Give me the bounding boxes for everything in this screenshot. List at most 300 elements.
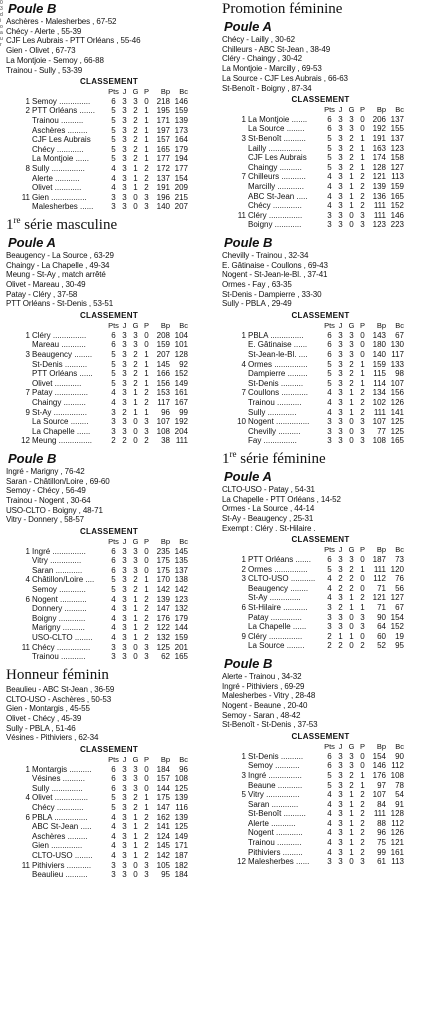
cell-rank: 4 — [25, 575, 30, 585]
standings-row — [18, 861, 188, 871]
cell-points: 3 — [111, 642, 116, 652]
standings-row — [234, 182, 404, 192]
cell-won: 1 — [133, 163, 138, 173]
cell-points-for: 88 — [377, 818, 386, 828]
cell-rank: 11 — [21, 860, 30, 870]
spacer — [6, 212, 212, 216]
cell-points-against: 126 — [390, 828, 404, 838]
cell-points-for: 137 — [156, 173, 170, 183]
cell-lost: 1 — [144, 106, 149, 116]
cell-played: 3 — [338, 181, 343, 191]
poule-block — [222, 469, 419, 655]
cell-points-against: 137 — [174, 565, 188, 575]
column-header — [234, 321, 248, 331]
cell-team-name: PTT Orléans ....... — [248, 554, 311, 564]
cell-team-name: ABC St-Jean ..... — [248, 191, 308, 201]
column-header — [234, 545, 248, 555]
cell-rank — [18, 822, 32, 832]
standings-row — [234, 408, 404, 418]
cell-played: 3 — [338, 378, 343, 388]
match-result: Chécy - Lailly , 30-62 — [222, 35, 295, 44]
cell-points-against: 159 — [174, 106, 188, 116]
cell-lost: 2 — [144, 436, 149, 446]
cell-lost: 2 — [144, 388, 149, 398]
cell-rank: 1 — [241, 114, 246, 124]
standings-header-row — [234, 742, 404, 752]
cell-points: 4 — [111, 173, 116, 183]
cell-points-for: 163 — [372, 143, 386, 153]
standings-row — [234, 800, 404, 810]
cell-points: 4 — [111, 831, 116, 841]
cell-lost: 2 — [360, 388, 365, 398]
cell-points-against: 179 — [174, 613, 188, 623]
cell-played: 3 — [122, 831, 127, 841]
cell-team-name: PTT Orléans ....... — [32, 106, 95, 116]
cell-team-name: Montargis .......... — [32, 764, 92, 774]
cell-lost: 2 — [144, 604, 149, 614]
cell-points-for: 71 — [377, 602, 386, 612]
cell-won: 2 — [349, 770, 354, 780]
cell-played: 3 — [338, 847, 343, 857]
cell-points-against: 141 — [390, 407, 404, 417]
cell-team-name: Semoy ........... — [248, 761, 300, 771]
cell-rank: 1 — [241, 554, 246, 564]
column-header: Pts — [108, 537, 119, 547]
standings-row — [18, 633, 188, 643]
column-header: G — [348, 105, 355, 115]
cell-points-against: 137 — [390, 134, 404, 143]
cell-lost: 1 — [360, 162, 365, 172]
cell-team-name: Patay ............... — [32, 388, 89, 398]
cell-rank: 10 — [237, 417, 246, 427]
column-header: Bc — [395, 321, 404, 331]
cell-points: 4 — [111, 841, 116, 851]
cell-team-name: Sully ............. — [248, 407, 297, 417]
cell-points-for: 192 — [372, 124, 386, 134]
section-title-superscript: re — [13, 214, 21, 225]
cell-points-for: 111 — [373, 809, 386, 819]
column-header: J — [122, 755, 127, 765]
standings-row — [234, 427, 404, 437]
cell-points-against: 117 — [391, 349, 404, 359]
cell-points-for: 95 — [161, 870, 170, 880]
cell-played: 3 — [338, 191, 343, 201]
cell-points: 4 — [111, 594, 116, 604]
cell-points-against: 145 — [174, 546, 188, 556]
cell-points-against: 152 — [174, 369, 188, 379]
cell-lost: 1 — [144, 116, 149, 125]
standings-row — [18, 379, 188, 389]
cell-points: 4 — [327, 583, 332, 593]
column-header — [18, 87, 32, 97]
cell-points-against: 156 — [390, 388, 404, 398]
cell-points-against: 158 — [390, 153, 404, 163]
column-header: Pts — [324, 321, 335, 331]
cell-points-against: 138 — [174, 575, 188, 585]
cell-lost: 1 — [360, 153, 365, 163]
cell-points-for: 207 — [156, 349, 170, 359]
cell-points: 4 — [111, 604, 116, 614]
cell-points-for: 108 — [156, 426, 170, 436]
standings-row — [18, 398, 188, 408]
cell-points-against: 123 — [174, 594, 188, 604]
cell-points-against: 108 — [174, 774, 188, 784]
standings-table — [234, 105, 404, 230]
standings-row — [234, 603, 404, 613]
standings-row — [18, 774, 188, 784]
cell-lost: 2 — [360, 838, 365, 848]
cell-points-against: 107 — [390, 378, 404, 388]
cell-points-against: 209 — [174, 183, 188, 193]
cell-points-against: 142 — [174, 585, 188, 595]
cell-team-name: Chevilly .......... — [248, 426, 301, 436]
cell-rank: 1 — [25, 764, 30, 774]
cell-rank — [18, 427, 32, 437]
column-header: Bp — [376, 742, 386, 752]
cell-played: 3 — [338, 124, 343, 134]
cell-points-against: 146 — [174, 96, 188, 106]
match-result: St-Benoît - Boigny , 87-34 — [222, 83, 312, 93]
cell-won: 2 — [133, 349, 138, 359]
section-title-superscript: re — [229, 448, 237, 459]
cell-points-for: 121 — [372, 172, 386, 182]
section-title — [222, 448, 419, 468]
cell-points-against: 90 — [395, 751, 404, 761]
match-result: St-Denis - Dampierre , 33-30 — [222, 289, 322, 299]
column-header: J — [122, 87, 127, 97]
cell-won: 1 — [133, 183, 138, 193]
cell-played: 3 — [338, 780, 343, 790]
cell-points: 4 — [111, 623, 116, 633]
cell-lost: 2 — [144, 183, 149, 193]
cell-points-for: 111 — [373, 201, 386, 211]
cell-played: 3 — [122, 860, 127, 870]
standings-row — [18, 193, 188, 203]
cell-points-against: 207 — [174, 202, 188, 212]
standings-header-row — [18, 755, 188, 765]
standings-row — [18, 331, 188, 341]
cell-points: 4 — [111, 183, 116, 193]
cell-rank — [18, 369, 32, 379]
cell-rank — [234, 192, 248, 202]
cell-points-for: 175 — [156, 793, 170, 803]
cell-points: 6 — [111, 764, 116, 774]
cell-points-for: 157 — [156, 774, 170, 784]
classement-heading: CLASSEMENT — [79, 311, 139, 321]
classement-heading: CLASSEMENT — [79, 745, 139, 755]
cell-rank — [18, 803, 32, 813]
standings-row — [18, 765, 188, 775]
cell-points-for: 75 — [377, 838, 386, 848]
cell-played: 3 — [122, 783, 127, 793]
cell-points-against: 126 — [390, 397, 404, 407]
cell-points-against: 127 — [390, 593, 404, 603]
column-header — [18, 755, 32, 765]
cell-points-for: 174 — [372, 153, 386, 163]
cell-lost: 1 — [144, 125, 149, 135]
section-title-main: 1 — [222, 450, 230, 467]
cell-played: 3 — [122, 154, 127, 164]
cell-lost: 3 — [360, 220, 365, 230]
standings-row — [234, 350, 404, 360]
cell-won: 0 — [349, 426, 354, 436]
spacer — [222, 446, 419, 450]
cell-points-against: 120 — [390, 564, 404, 574]
cell-won: 2 — [349, 134, 354, 143]
cell-team-name: Ormes ............... — [248, 359, 308, 369]
cell-won: 0 — [133, 870, 138, 880]
cell-rank: 1 — [25, 546, 30, 556]
cell-points: 3 — [111, 870, 116, 880]
cell-points-against: 154 — [390, 612, 404, 622]
column-header: J — [338, 545, 343, 555]
standings-row — [18, 340, 188, 350]
match-result: Sully - PBLA , 51-46 — [6, 723, 76, 733]
cell-won: 1 — [349, 201, 354, 211]
cell-lost: 1 — [144, 407, 149, 417]
cell-points-against: 113 — [391, 857, 404, 867]
column-header — [248, 742, 324, 752]
column-header: Bp — [160, 321, 170, 331]
cell-won: 0 — [349, 210, 354, 220]
cell-points: 5 — [111, 793, 116, 803]
cell-team-name: Beaugency ........ — [32, 349, 93, 359]
standings-row — [234, 584, 404, 594]
cell-played: 3 — [122, 116, 127, 125]
cell-lost: 0 — [360, 349, 365, 359]
cell-points-against: 125 — [390, 417, 404, 427]
cell-points-for: 134 — [372, 388, 386, 398]
match-result: Patay - Cléry , 37-58 — [6, 289, 78, 299]
cell-rank: 2 — [25, 106, 30, 116]
cell-played: 3 — [122, 585, 127, 595]
cell-played: 3 — [122, 546, 127, 556]
cell-lost: 1 — [144, 154, 149, 164]
cell-points: 3 — [111, 417, 116, 427]
cell-points-against: 159 — [390, 181, 404, 191]
standings-row — [18, 547, 188, 557]
cell-team-name: Chilleurs ........... — [248, 172, 306, 182]
cell-points-for: 197 — [156, 125, 170, 135]
cell-team-name: Donnery .......... — [32, 604, 87, 614]
cell-points: 6 — [327, 761, 332, 771]
cell-rank: 3 — [25, 349, 30, 359]
cell-rank — [234, 613, 248, 623]
cell-points-against: 76 — [395, 574, 404, 584]
standings-row — [18, 388, 188, 398]
column-header: Pts — [324, 742, 335, 752]
cell-points-against: 98 — [395, 369, 404, 379]
cell-points-for: 180 — [372, 340, 386, 350]
cell-won: 1 — [349, 631, 354, 641]
cell-points: 5 — [327, 143, 332, 153]
column-header: Bp — [376, 105, 386, 115]
cell-points: 5 — [327, 162, 332, 172]
cell-points-for: 172 — [156, 163, 170, 173]
cell-points-for: 107 — [372, 417, 386, 427]
left-column — [6, 0, 212, 884]
cell-points-for: 159 — [156, 340, 170, 350]
cell-team-name: PTT Orléans ...... — [32, 369, 93, 379]
standings-row — [234, 613, 404, 623]
cell-played: 3 — [338, 622, 343, 632]
cell-played: 3 — [338, 564, 343, 574]
cell-lost: 3 — [144, 192, 149, 202]
cell-won: 1 — [349, 172, 354, 182]
cell-won: 2 — [349, 780, 354, 790]
cell-won: 0 — [349, 417, 354, 427]
cell-played: 3 — [338, 369, 343, 379]
cell-team-name: Marcilly ............ — [248, 181, 305, 191]
cell-points-against: 165 — [390, 436, 404, 446]
standings-row — [234, 771, 404, 781]
standings-row — [18, 870, 188, 880]
cell-points-for: 61 — [377, 857, 386, 867]
section-title — [6, 667, 212, 684]
cell-lost: 1 — [360, 369, 365, 379]
cell-points: 3 — [327, 417, 332, 427]
cell-team-name: La Chapelle ...... — [248, 622, 307, 632]
cell-won: 1 — [349, 847, 354, 857]
cell-points: 5 — [111, 135, 116, 145]
column-header: G — [348, 321, 355, 331]
cell-rank: 12 — [237, 857, 246, 867]
cell-lost: 2 — [144, 841, 149, 851]
cell-points-against: 182 — [174, 860, 188, 870]
cell-points-for: 171 — [156, 116, 170, 125]
cell-won: 1 — [133, 633, 138, 643]
cell-rank — [234, 781, 248, 791]
cell-points: 5 — [111, 378, 116, 388]
cell-team-name: Ormes ............... — [248, 564, 308, 574]
cell-played: 3 — [122, 812, 127, 822]
match-result: Chevilly - Trainou , 32-34 — [222, 250, 309, 260]
cell-rank: 6 — [241, 602, 246, 612]
cell-team-name: Alerte ........... — [248, 818, 296, 828]
cell-team-name: Beaugency ........ — [248, 583, 309, 593]
spacer — [222, 651, 419, 655]
column-header: Bc — [179, 537, 188, 547]
cell-team-name: Boigny ............ — [32, 613, 86, 623]
cell-points-against: 164 — [174, 135, 188, 145]
cell-points-for: 108 — [372, 436, 386, 446]
cell-points-for: 156 — [156, 378, 170, 388]
cell-points: 5 — [327, 369, 332, 379]
cell-points: 2 — [111, 436, 116, 446]
cell-played: 3 — [338, 838, 343, 848]
cell-team-name: La Montjoie ....... — [248, 114, 308, 124]
cell-played: 3 — [338, 201, 343, 211]
section-title-main: Promotion féminine — [222, 1, 343, 17]
column-header: J — [122, 321, 127, 331]
cell-lost: 1 — [360, 378, 365, 388]
match-result: St-Benoît - St-Denis , 37-53 — [222, 720, 318, 730]
standings-row — [234, 857, 404, 867]
cell-played: 2 — [338, 583, 343, 593]
column-header: P — [359, 545, 365, 555]
cell-points-against: 177 — [174, 163, 188, 173]
standings-row — [18, 643, 188, 653]
poule-block — [222, 235, 419, 450]
standings-row — [234, 641, 404, 651]
cell-played: 3 — [122, 565, 127, 575]
standings-row — [18, 851, 188, 861]
cell-played: 3 — [338, 153, 343, 163]
standings-row — [18, 183, 188, 193]
cell-lost: 1 — [360, 359, 365, 369]
match-result: Ingré - Marigny , 76-42 — [6, 466, 85, 476]
cell-played: 3 — [122, 397, 127, 407]
cell-team-name: Chécy ............ — [32, 144, 84, 154]
cell-points: 5 — [327, 378, 332, 388]
cell-rank — [234, 379, 248, 389]
cell-played: 3 — [122, 192, 127, 202]
cell-team-name: Trainou .......... — [32, 116, 84, 125]
classement-heading: CLASSEMENT — [291, 535, 350, 545]
cell-points-against: 165 — [174, 652, 188, 662]
cell-won: 2 — [349, 583, 354, 593]
cell-team-name: Aschères ......... — [32, 831, 88, 841]
standings-row — [18, 623, 188, 633]
cell-team-name: La Source ........ — [248, 124, 305, 134]
cell-won: 1 — [133, 822, 138, 832]
cell-points-for: 191 — [372, 134, 386, 143]
cell-points-for: 218 — [156, 96, 170, 106]
cell-team-name: Meung ............... — [32, 436, 93, 446]
column-header — [18, 537, 32, 547]
column-header: Bp — [160, 537, 170, 547]
cell-team-name: Olivet ............ — [32, 183, 82, 193]
cell-lost: 1 — [144, 135, 149, 145]
cell-points-against: 137 — [390, 114, 404, 124]
cell-points-against: 54 — [395, 790, 404, 800]
cell-lost: 2 — [144, 163, 149, 173]
cell-points-against: 171 — [174, 841, 188, 851]
cell-points-for: 107 — [156, 417, 170, 427]
cell-lost: 2 — [144, 623, 149, 633]
cell-team-name: Chécy ............. — [248, 201, 302, 211]
cell-rank: 11 — [21, 642, 30, 652]
column-header — [18, 321, 32, 331]
cell-points-for: 139 — [372, 181, 386, 191]
cell-team-name: Fay ............... — [248, 436, 297, 446]
column-header — [32, 321, 108, 331]
cell-played: 3 — [338, 114, 343, 124]
cell-won: 1 — [349, 181, 354, 191]
cell-rank: 9 — [25, 407, 30, 417]
cell-rank — [18, 566, 32, 576]
cell-team-name: PBLA ............... — [248, 330, 304, 340]
cell-played: 1 — [338, 631, 343, 641]
cell-points-for: 96 — [161, 407, 170, 417]
standings-row — [234, 211, 404, 221]
cell-played: 3 — [338, 330, 343, 340]
cell-points: 6 — [327, 349, 332, 359]
standings-row — [18, 174, 188, 184]
cell-team-name: Vitry ............... — [248, 790, 300, 800]
cell-lost: 0 — [144, 340, 149, 350]
cell-points: 5 — [327, 780, 332, 790]
cell-points-for: 38 — [161, 436, 170, 446]
cell-played: 3 — [338, 134, 343, 143]
standings-row — [234, 124, 404, 134]
cell-won: 1 — [349, 809, 354, 819]
standings-header-row — [234, 545, 404, 555]
cell-team-name: La Source ........ — [32, 417, 89, 427]
cell-points-for: 196 — [156, 192, 170, 202]
cell-won: 1 — [349, 593, 354, 603]
cell-rank: 1 — [241, 751, 246, 761]
